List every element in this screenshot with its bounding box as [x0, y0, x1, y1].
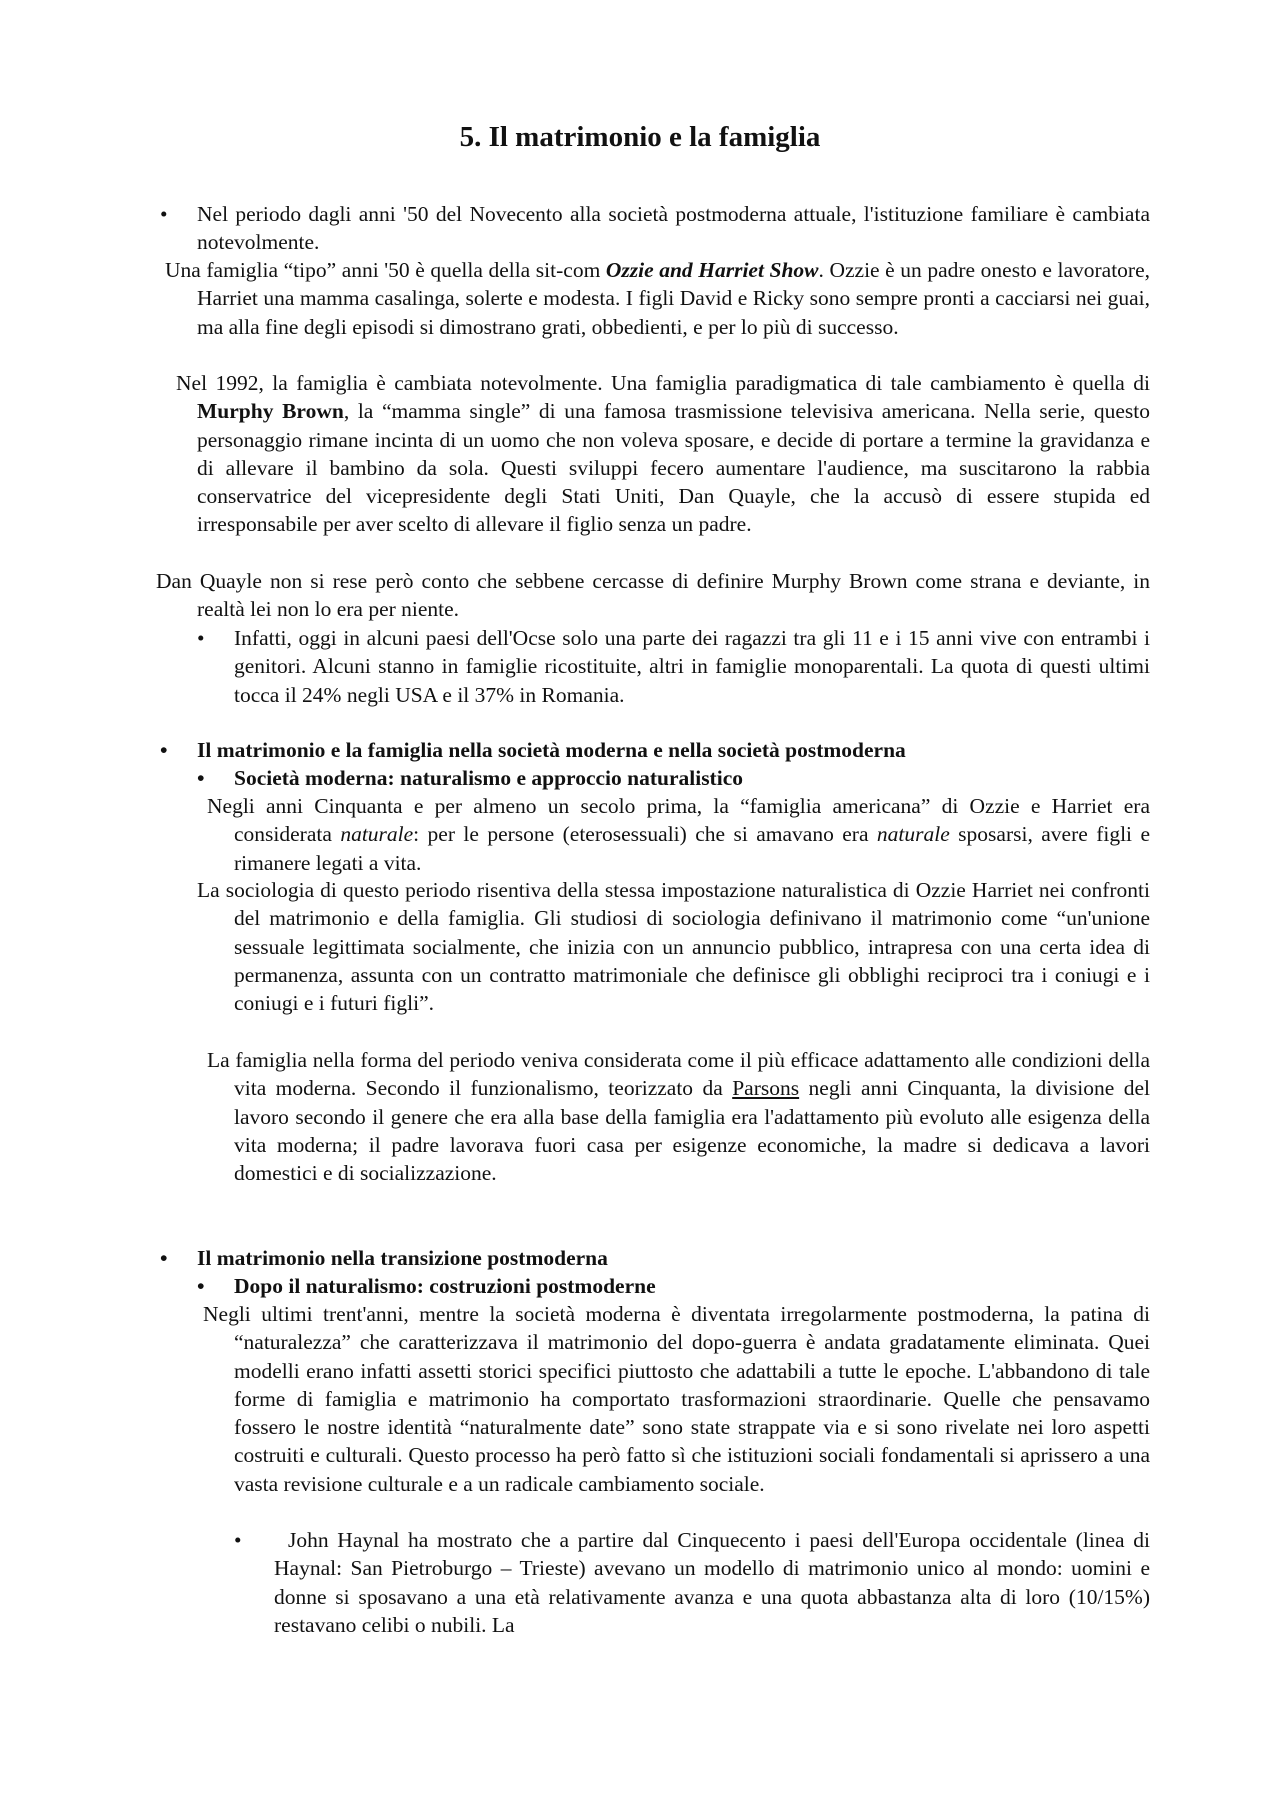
murphy-brown-name: Murphy Brown: [197, 399, 344, 424]
bullet-marker: •: [160, 1246, 168, 1270]
subheading-after-naturalism: Dopo il naturalismo: costruzioni postmoderne: [234, 1274, 656, 1298]
section-heading-modern: Il matrimonio e la famiglia nella società moderna e nella società postmoderna: [197, 738, 906, 762]
paragraph-dan-quayle: Dan Quayle non si rese però conto che sebbene cercasse di definire Murphy Brown come strana e deviante, in realtà lei non lo era per niente.: [156, 569, 1150, 622]
section-heading-postmodern: Il matrimonio nella transizione postmoderna: [197, 1246, 608, 1270]
paragraph-haynal: John Haynal ha mostrato che a partire dal Cinquecento i paesi dell'Europa occidentale (linea di Haynal: San Pietroburgo – Trieste) avevano un modello di matrimonio unico al mondo: uomini e donne si sposavano a una età relativamente avanza e una quota abbastanza alta di loro (10/15%) restavano celibi o nubili. La: [274, 1528, 1150, 1637]
bullet-marker: •: [234, 1528, 242, 1552]
parsons-link[interactable]: Parsons: [732, 1076, 800, 1101]
paragraph-murphy-brown: Nel 1992, la famiglia è cambiata notevolmente. Una famiglia paradigmatica di tale cambiamento è quella di Murphy Brown, la “mamma single” di una famosa trasmissione televisiva americana. Nella serie, questo personaggio rimane incinta di un uomo che non voleva sposare, e decide di portare a termine la gravidanza e di allevare il bambino da sola. Questi sviluppi fecero aumentare l'audience, ma suscitarono la rabbia conservatrice del vicepresidente degli Stati Uniti, Dan Quayle, che la accusò di essere stupida ed irresponsabile per aver scelto di allevare il figlio senza un padre.: [176, 371, 1150, 537]
paragraph-intro: Nel periodo dagli anni '50 del Novecento alla società postmoderna attuale, l'istituzione familiare è cambiata notevolmente.: [197, 202, 1150, 255]
bullet-marker: •: [197, 766, 205, 790]
subheading-naturalism: Società moderna: naturalismo e approccio naturalistico: [234, 766, 743, 790]
paragraph-ocse: Infatti, oggi in alcuni paesi dell'Ocse solo una parte dei ragazzi tra gli 11 e i 15 anni vive con entrambi i genitori. Alcuni stanno in famiglie ricostituite, altri in famiglie monoparentali. La quota di questi ultimi tocca il 24% negli USA e il 37% in Romania.: [234, 626, 1150, 707]
bullet-marker: •: [160, 738, 168, 762]
paragraph-naturale: Negli anni Cinquanta e per almeno un secolo prima, la “famiglia americana” di Ozzie e Harriet era considerata naturale: per le persone (eterosessuali) che si amavano era naturale sposarsi, avere figli e rimanere legati a vita.: [207, 794, 1150, 875]
show-title: Ozzie and Harriet Show: [605, 258, 819, 282]
bullet-marker: •: [160, 202, 168, 226]
paragraph-postmodern: Negli ultimi trent'anni, mentre la società moderna è diventata irregolarmente postmoderna, la patina di “naturalezza” che caratterizzava il matrimonio del dopo-guerra è andata gradatamente eliminata. Quei modelli erano infatti assetti storici specifici piuttosto che adattabili a tutte le epoche. L'abbandono di tale forme di famiglia e matrimonio ha comportato trasformazioni straordinarie. Quelle che pensavamo fossero le nostre identità “naturalmente date” sono state strappate via e si sono rivelate nei loro aspetti costruiti e culturali. Questo processo ha però fatto sì che istituzioni sociali fondamentali si aprissero a una vasta revisione culturale e a un radicale cambiamento sociale.: [203, 1302, 1150, 1496]
paragraph-sociology: La sociologia di questo periodo risentiva della stessa impostazione naturalistica di Ozzie Harriet nei confronti del matrimonio e della famiglia. Gli studiosi di sociologia definivano il matrimonio come “un'unione sessuale legittimata socialmente, che inizia con un annuncio pubblico, intrapresa con una certa idea di permanenza, assunta con un contratto matrimoniale che definisce gli obblighi reciproci tra i coniugi e i coniugi e i futuri figli”.: [197, 878, 1150, 1016]
bullet-marker: •: [197, 626, 205, 650]
page-title: 5. Il matrimonio e la famiglia: [459, 121, 821, 153]
paragraph-parsons: La famiglia nella forma del periodo veniva considerata come il più efficace adattamento alle condizioni della vita moderna. Secondo il funzionalismo, teorizzato da Parsons negli anni Cinquanta, la divisione del lavoro secondo il genere che era alla base della famiglia era l'adattamento più evoluto alle esigenza della vita moderna; il padre lavorava fuori casa per esigenze economiche, la madre si dedicava a lavori domestici e di socializzazione.: [207, 1048, 1150, 1186]
bullet-marker: •: [197, 1274, 205, 1298]
paragraph-ozzie-harriet: Una famiglia “tipo” anni '50 è quella della sit-com Ozzie and Harriet Show. Ozzie è un padre onesto e lavoratore, Harriet una mamma casalinga, solerte e modesta. I figli David e Ricky sono sempre pronti a cacciarsi nei guai, ma alla fine degli episodi si dimostrano grati, obbedienti, e per lo più di successo.: [165, 258, 1150, 339]
